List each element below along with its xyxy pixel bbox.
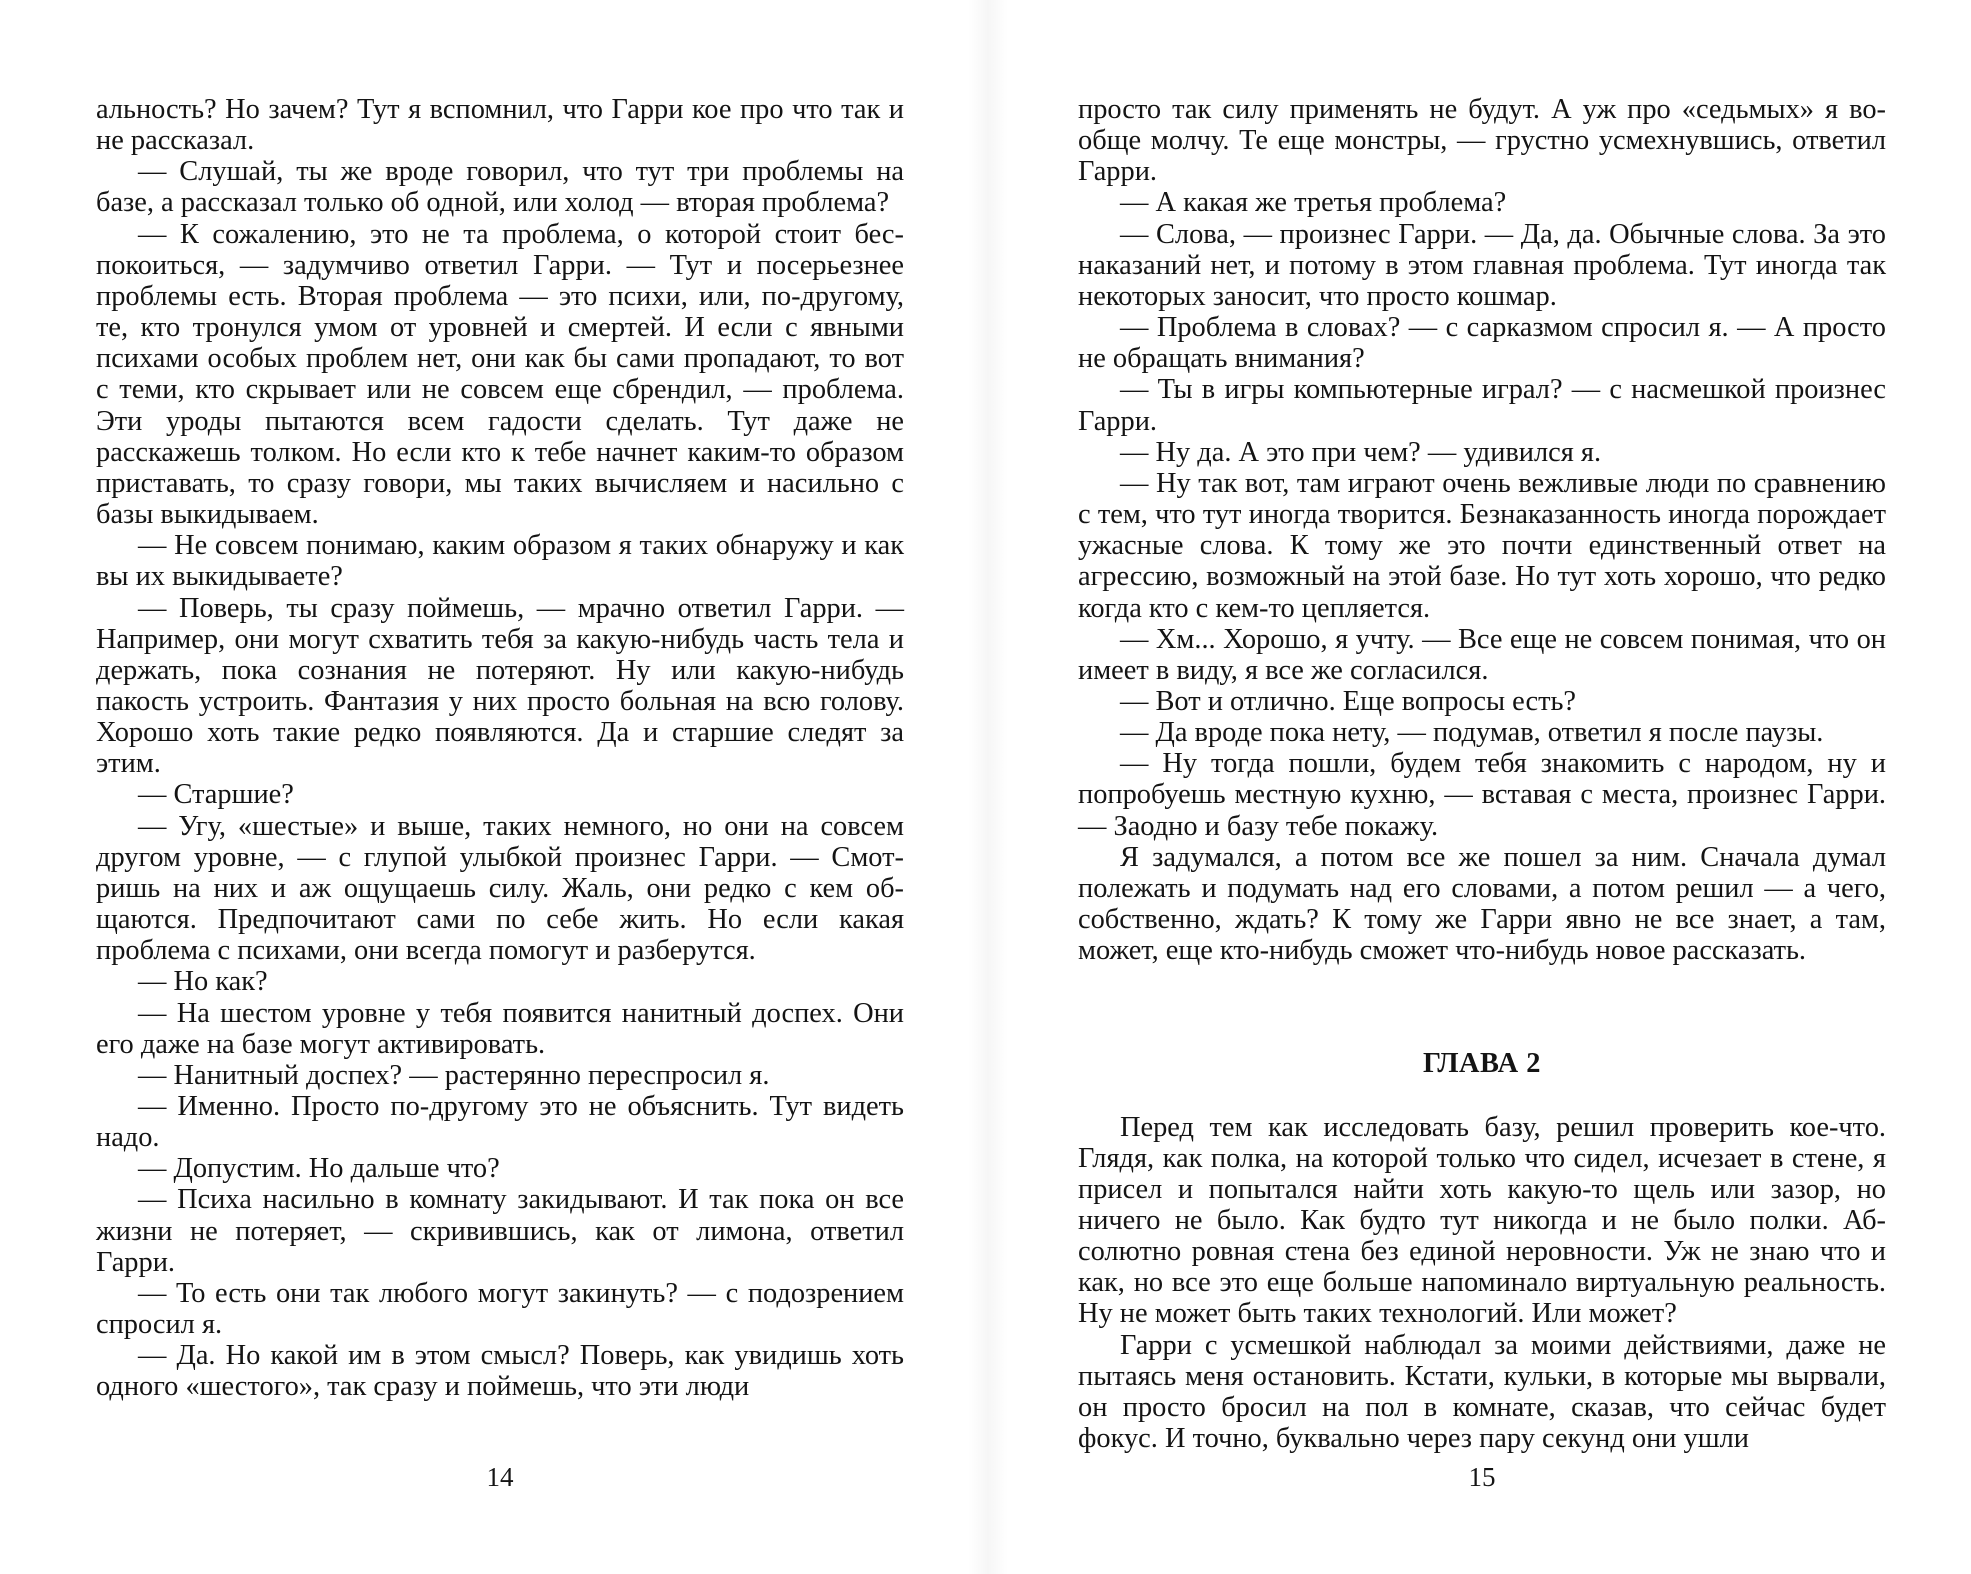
right-page-text [1078, 94, 1886, 1454]
paragraph: — Допустим. Но дальше что? [138, 1153, 500, 1185]
paragraph: — Проблема в словах? — с сарказмом спросил я. — А просто не обращать внимания? [1078, 312, 1886, 375]
right-page [1078, 94, 1886, 1454]
paragraph: — Психа насильно в комнату закидывают. И так пока он все жизни не потеряет, — скривившись, как от лимона, ответил Гарри. [96, 1184, 904, 1278]
paragraph: — Да. Но какой им в этом смысл? Поверь, как увидишь хоть одного «шестого», так сразу и поймешь, что эти люди [96, 1340, 904, 1403]
paragraph: — Но как? [138, 966, 268, 998]
left-page-text [96, 94, 904, 1403]
paragraph: — Да вроде пока нету, — подумав, ответил я после паузы. [1120, 717, 1824, 749]
paragraph: — Слова, — произнес Гарри. — Да, да. Обычные слова. За это наказаний нет, и потому в этом главная проблема. Тут иногда так некоторых заносит, что просто кошмар. [1078, 218, 1886, 312]
paragraph: — К сожалению, это не та проблема, о которой стоит беспокоиться, — задумчиво ответил Гарри. — Тут и посерьезнее проблемы есть. Вторая проблема — это психи, или, по-другому, те, кто тронулся умом от уровней и смертей. И если с явными психами особых проблем нет, они как бы сами пропадают, то вот с теми, кто скрывает или не совсем еще сбрендил, — проблема. Эти уроды пытаются всем гадости сделать. Тут даже не расскажешь толком. Но если кто к тебе начнет каким-то образом приставать, то сразу говори, мы таких вычисляем и насильно с базы выкидываем. [96, 218, 904, 531]
page-gutter [968, 0, 1008, 1574]
paragraph: — Слушай, ты же вроде говорил, что тут три проблемы на базе, а рассказал только об одной, или холод — вторая проблема? [96, 156, 904, 219]
paragraph: Гарри с усмешкой наблюдал за моими действиями, даже не пытаясь меня остановить. Кстати, кульки, в которые мы вырвали, он просто бросил на пол в комнате, сказав, что сейчас будет фокус. И точно, буквально через пару секунд они ушли [1078, 1329, 1886, 1455]
paragraph: — Ну да. А это при чем? — удивился я. [1120, 436, 1602, 468]
paragraph: — Поверь, ты сразу поймешь, — мрачно ответил Гарри. — Например, они могут схватить тебя за какую-нибудь часть тела и держать, пока сознания не потеряют. Ну или какую-нибудь пакость устроить. Фантазия у них просто больная на всю голову. Хорошо хоть такие редко появляются. Да и старшие следят за этим. [96, 592, 904, 780]
paragraph: Перед тем как исследовать базу, решил проверить кое-что. Глядя, как полка, на которой только что сидел, исчезает в стене, я присел и попытался найти хоть какую-то щель или зазор, но ничего не было. Как будто тут никогда и не было полки. Абсолютно ровная стена без единой неровности. Уж не знаю что и как, но все это еще больше напоминало виртуальную реальность. Ну не может быть таких технологий. Или может? [1078, 1111, 1886, 1330]
left-page [96, 94, 904, 1403]
paragraph: — А какая же третья проблема? [1120, 187, 1507, 219]
paragraph: — Старшие? [138, 779, 294, 811]
paragraph: — То есть они так любого могут закинуть? — с подозрением спросил я. [96, 1277, 904, 1341]
paragraph: альность? Но зачем? Тут я вспомнил, что Гарри кое про что так и не рассказал. [96, 94, 904, 157]
page-number-left: 14 [486, 1462, 514, 1492]
page-number-right: 15 [1468, 1462, 1496, 1492]
paragraph: — Вот и отлично. Еще вопросы есть? [1120, 685, 1577, 717]
paragraph: — Не совсем понимаю, каким образом я таких обнаружу и как вы их выкидываете? [96, 530, 904, 593]
paragraph: — Нанитный доспех? — растерянно переспросил я. [138, 1059, 770, 1091]
paragraph: — Угу, «шестые» и выше, таких немного, но они на совсем другом уровне, — с глупой улыбкой произнес Гарри. — Смотришь на них и аж ощущаешь силу. Жаль, они редко с кем общаются. Предпочитают сами по себе жить. Но если какая проблема с психами, они всегда помогут и разберутся. [96, 810, 904, 967]
paragraph: просто так силу применять не будут. А уж про «седьмых» я вообще молчу. Те еще монстры, — грустно усмехнувшись, ответил Гарри. [1078, 94, 1886, 188]
paragraph: — Ну тогда пошли, будем тебя знакомить с народом, ну и попробуешь местную кухню, — вставая с места, произнес Гарри. — Заодно и базу тебе покажу. [1078, 748, 1886, 842]
chapter-heading: ГЛАВА 2 [1423, 1048, 1541, 1080]
paragraph: — На шестом уровне у тебя появится нанитный доспех. Они его даже на базе могут активировать. [96, 997, 904, 1060]
paragraph: — Именно. Просто по-другому это не объяснить. Тут видеть надо. [96, 1091, 904, 1154]
paragraph: — Ну так вот, там играют очень вежливые люди по сравнению с тем, что тут иногда творится. Безнаказанность иногда порождает ужасные слова. К тому же это почти единственный ответ на агрессию, возможный на этой базе. Но тут хоть хорошо, что редко когда кто с кем-то цепляется. [1078, 467, 1886, 624]
paragraph: — Ты в игры компьютерные играл? — с насмешкой произнес Гарри. [1078, 374, 1886, 437]
paragraph: — Хм... Хорошо, я учту. — Все еще не совсем понимая, что он имеет в виду, я все же согласился. [1078, 623, 1886, 686]
paragraph: Я задумался, а потом все же пошел за ним. Сначала думал полежать и подумать над его словами, а потом решил — а чего, собственно, ждать? К тому же Гарри явно не все знает, а там, может, еще кто-нибудь сможет что-нибудь новое рассказать. [1078, 841, 1886, 967]
